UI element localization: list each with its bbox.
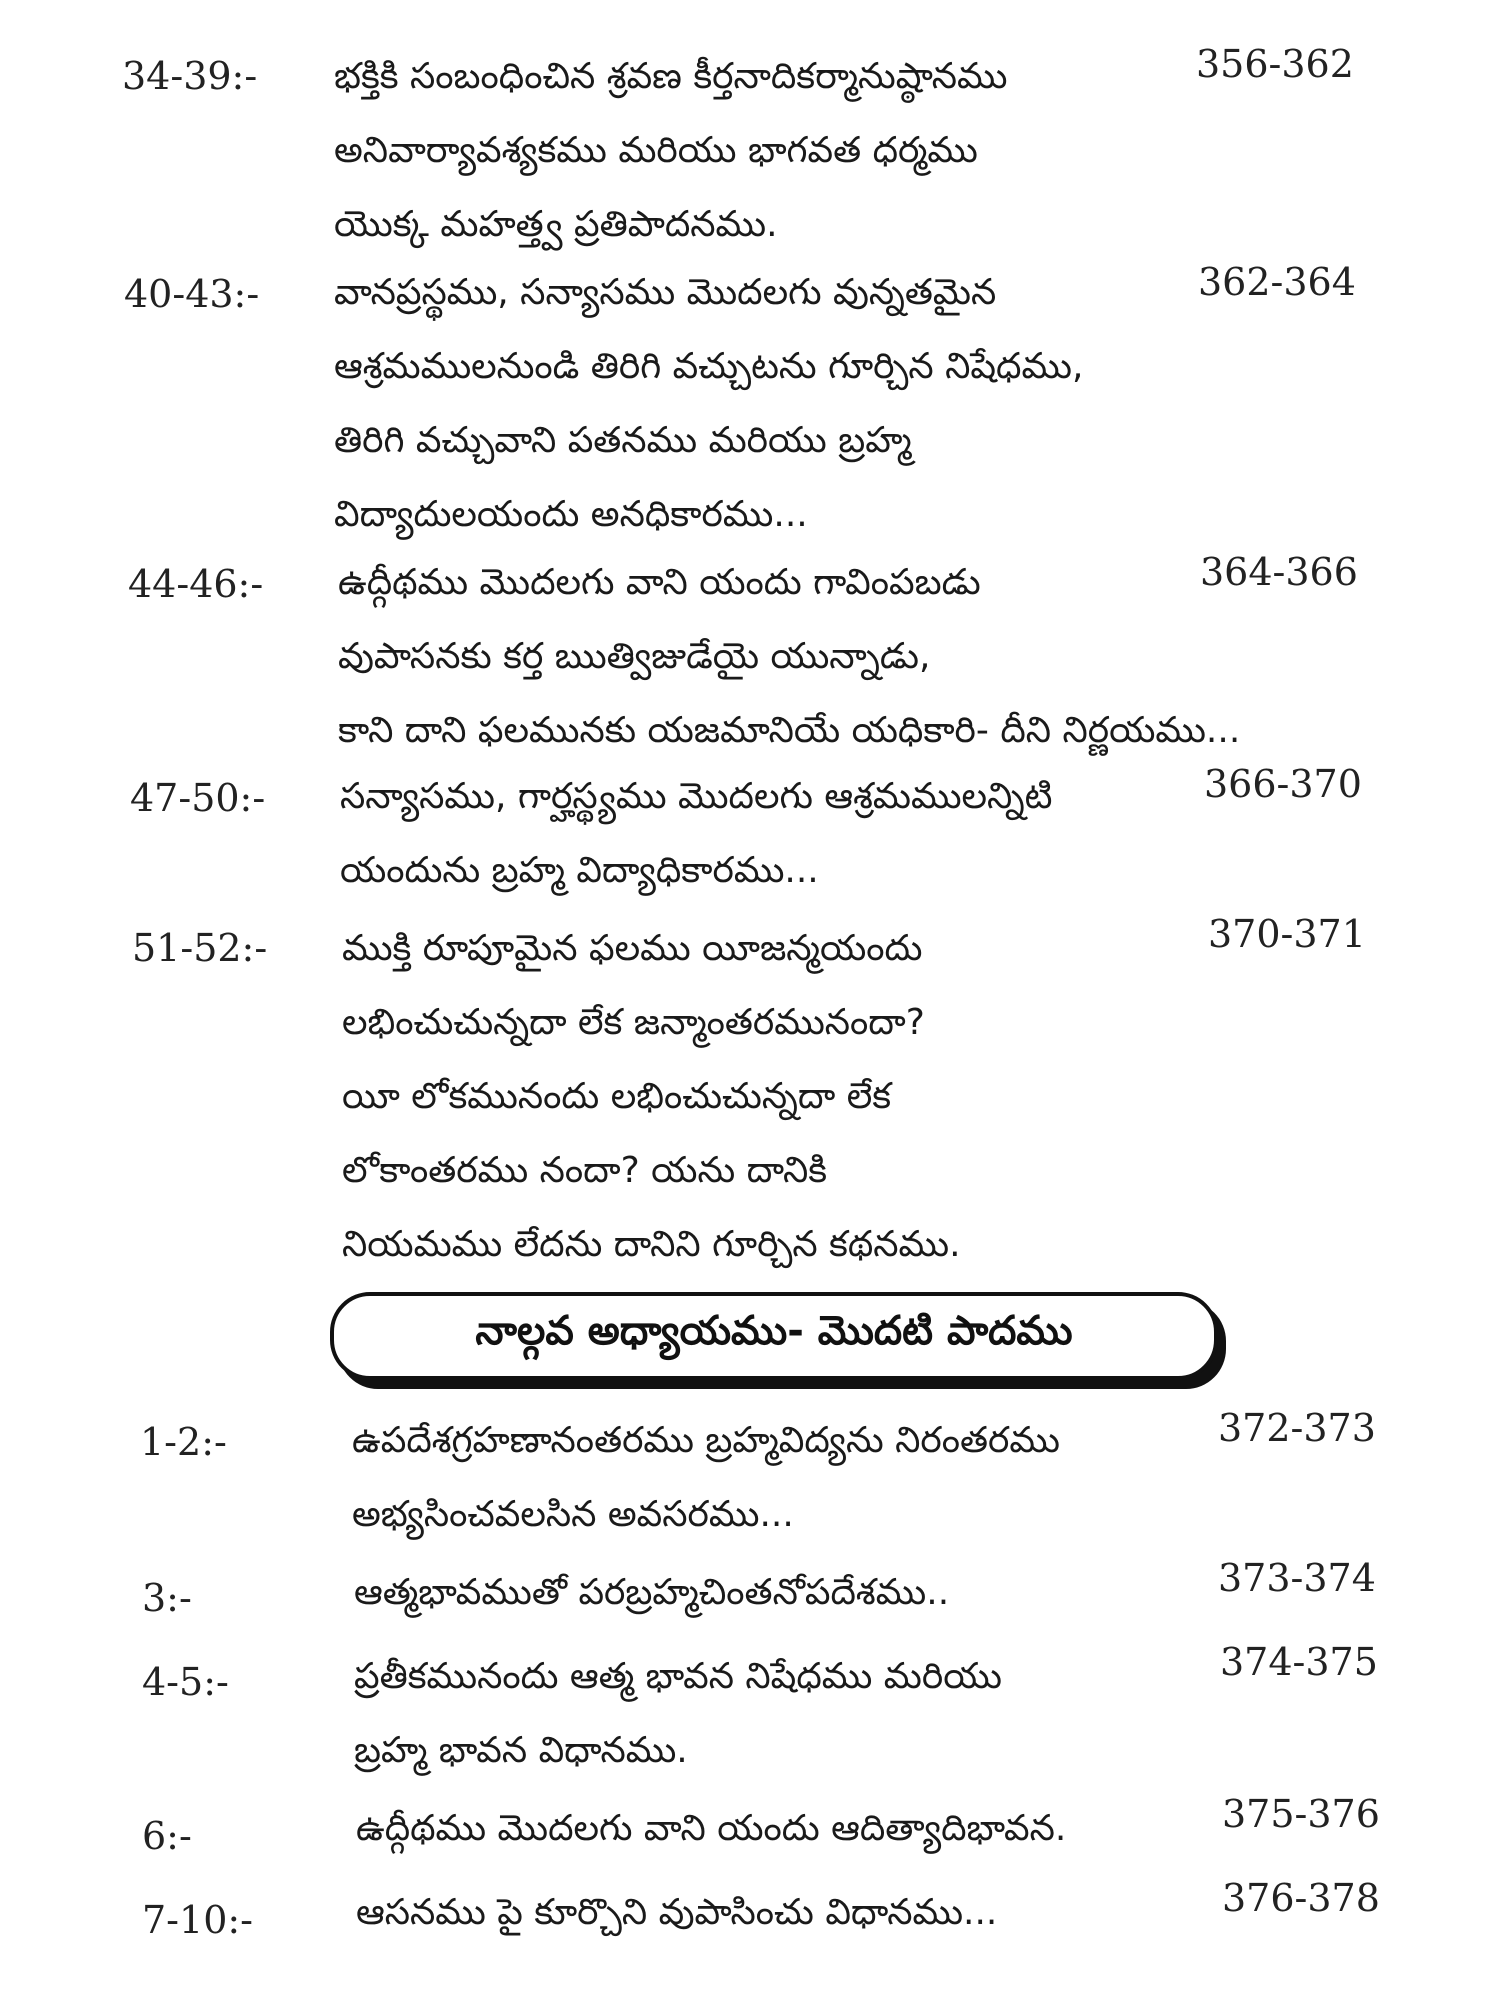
page-range: 366-370 xyxy=(1204,762,1362,806)
desc-line: ఉపదేశగ్రహణానంతరము బ్రహ్మవిద్యను నిరంతరము xyxy=(352,1420,1060,1461)
desc-line: ఉద్గీథము మొదలగు వాని యందు ఆదిత్యాదిభావన. xyxy=(356,1808,1067,1849)
page-range: 370-371 xyxy=(1208,912,1366,956)
entry-description xyxy=(356,1876,997,1950)
verse-ref: 34-39:- xyxy=(122,54,258,98)
verse-ref: 40-43:- xyxy=(124,272,260,316)
verse-ref: 47-50:- xyxy=(130,776,266,820)
desc-line: ప్రతీకమునందు ఆత్మ భావన నిషేధము మరియు xyxy=(354,1656,1002,1697)
verse-ref: 44-46:- xyxy=(128,562,264,606)
desc-line: కాని దాని ఫలమునకు యజమానియే యధికారి- దీని నిర్ణయము... xyxy=(338,710,1241,751)
entry-description xyxy=(354,1556,949,1630)
desc-line: అభ్యసించవలసిన అవసరము... xyxy=(352,1494,794,1535)
page-range: 356-362 xyxy=(1196,42,1354,86)
entry-description xyxy=(340,760,1052,908)
entry-description xyxy=(356,1792,1066,1866)
page-range: 373-374 xyxy=(1218,1556,1376,1600)
desc-line: ముక్తి రూపూమైన ఫలము యీజన్మయందు xyxy=(342,928,923,969)
verse-ref: 7-10:- xyxy=(142,1898,254,1942)
page-range: 362-364 xyxy=(1198,260,1356,304)
verse-ref: 6:- xyxy=(142,1814,192,1858)
entry-description xyxy=(342,912,961,1282)
entry-description xyxy=(334,40,1008,262)
desc-line: ఉద్గీథము మొదలగు వాని యందు గావింపబడు xyxy=(338,562,981,603)
desc-line: యొక్క మహత్త్వ ప్రతిపాదనము. xyxy=(334,204,778,245)
desc-line: లోకాంతరము నందా? యను దానికి xyxy=(342,1150,828,1191)
desc-line: ఆత్మభావముతో పరబ్రహ్మచింతనోపదేశము.. xyxy=(354,1572,950,1613)
desc-line: అనివార్యావశ్యకము మరియు భాగవత ధర్మము xyxy=(334,130,978,171)
entry-description xyxy=(352,1404,1060,1552)
desc-line: వుపాసనకు కర్త ఋత్విజుడేయై యున్నాడు, xyxy=(338,636,931,677)
desc-line: యీ లోకమునందు లభించుచున్నదా లేక xyxy=(342,1076,892,1117)
entry-description xyxy=(354,1640,1002,1788)
desc-line: ఆసనము పై కూర్చొని వుపాసించు విధానము... xyxy=(356,1892,998,1933)
page-range: 372-373 xyxy=(1218,1406,1376,1450)
desc-line: లభించుచున్నదా లేక జన్మాంతరమునందా? xyxy=(342,1002,925,1043)
page-range: 374-375 xyxy=(1220,1640,1378,1684)
page-range: 375-376 xyxy=(1222,1792,1380,1836)
verse-ref: 51-52:- xyxy=(132,926,268,970)
entry-description xyxy=(338,546,1240,768)
chapter-heading: నాల్గవ అధ్యాయము- మొదటి పాదము xyxy=(475,1308,1073,1354)
page-range: 376-378 xyxy=(1222,1876,1380,1920)
verse-ref: 4-5:- xyxy=(142,1660,229,1704)
desc-line: నియమము లేదను దానిని గూర్చిన కథనము. xyxy=(342,1224,961,1265)
page-range: 364-366 xyxy=(1200,550,1358,594)
desc-line: బ్రహ్మ భావన విధానము. xyxy=(354,1730,688,1771)
desc-line: ఆశ్రమములనుండి తిరిగి వచ్చుటను గూర్చిన నిషేధము, xyxy=(334,346,1084,387)
desc-line: తిరిగి వచ్చువాని పతనము మరియు బ్రహ్మ xyxy=(334,420,912,461)
desc-line: భక్తికి సంబంధించిన శ్రవణ కీర్తనాదికర్మానుష్ఠానము xyxy=(334,56,1008,97)
desc-line: వానప్రస్థము, సన్యాసము మొదలగు వున్నతమైన xyxy=(334,272,997,313)
verse-ref: 1-2:- xyxy=(140,1420,227,1464)
desc-line: సన్యాసము, గార్హస్థ్యము మొదలగు ఆశ్రమములన్నిటి xyxy=(340,776,1053,817)
desc-line: యందును బ్రహ్మ విద్యాధికారము... xyxy=(340,850,819,891)
entry-description xyxy=(334,256,1083,552)
verse-ref: 3:- xyxy=(142,1576,192,1620)
desc-line: విద్యాదులయందు అనధికారము... xyxy=(334,494,808,535)
chapter-heading-banner xyxy=(330,1292,1218,1380)
